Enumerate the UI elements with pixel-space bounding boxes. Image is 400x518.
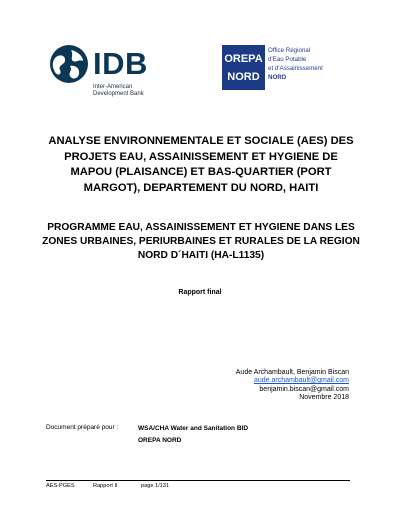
idb-subtitle-line1: Inter-American [93, 84, 133, 90]
author-email-link[interactable]: aude.archambault@gmail.com [253, 377, 349, 385]
document-title [40, 134, 362, 196]
title-line: MARGOT), DEPARTEMENT DU NORD, HAITI [83, 181, 319, 194]
orepa-text-line1: Office Régional [268, 47, 311, 54]
page-footer [46, 483, 350, 489]
idb-wordmark: IDB [93, 46, 148, 81]
report-date: Novembre 2018 [299, 393, 349, 401]
idb-subtitle-line2: Development Bank [93, 91, 144, 97]
footer-divider [46, 480, 350, 481]
idb-subtitle [93, 84, 144, 98]
author-email-2: benjamin.biscan@gmail.com [259, 385, 349, 393]
footer-doc-code: AES-PGES [46, 483, 75, 489]
title-line: MAPOU (PLAISANCE) ET BAS-QUARTIER (PORT [70, 166, 332, 178]
subtitle-line: PROGRAMME EAU, ASSAINISSEMENT ET HYGIENE DANS LES [47, 222, 355, 233]
author-names: Aude Archambault, Benjamin Biscan [235, 369, 349, 376]
orepa-box-line2: NORD [227, 71, 260, 83]
report-type: Rapport final [178, 289, 222, 296]
footer-report: Rapport II [93, 483, 118, 489]
globe-icon [49, 44, 89, 84]
document-subtitle [38, 221, 364, 263]
orepa-text-line2: d'Eau Potable [268, 56, 307, 63]
prepared-for-value: OREPA NORD [138, 437, 182, 444]
authors-block [149, 369, 349, 402]
orepa-text-line3: et d'Assainissement [268, 65, 323, 72]
orepa-text [268, 46, 338, 82]
title-line: PROJETS EAU, ASSAINISSEMENT ET HYGIENE DE [64, 150, 338, 163]
subtitle-line: ZONES URBAINES, PERIURBAINES ET RURALES DE LA REGION [42, 236, 360, 247]
orepa-box [222, 45, 265, 90]
subtitle-line: NORD D´HAITI (HA-L1135) [137, 250, 265, 261]
prepared-for-values [138, 423, 248, 447]
footer-page-number: page 1/131 [141, 483, 169, 489]
orepa-text-line4: NORD [268, 74, 287, 81]
idb-logo [49, 44, 169, 104]
orepa-box-line1: OREPA [224, 53, 263, 65]
orepa-logo [222, 45, 332, 95]
prepared-for-label: Document préparé pour : [46, 424, 119, 431]
prepared-for-value: WSA/CHA Water and Sanitation BID [138, 425, 249, 432]
title-line: ANALYSE ENVIRONNEMENTALE ET SOCIALE (AES) DES [48, 135, 354, 147]
